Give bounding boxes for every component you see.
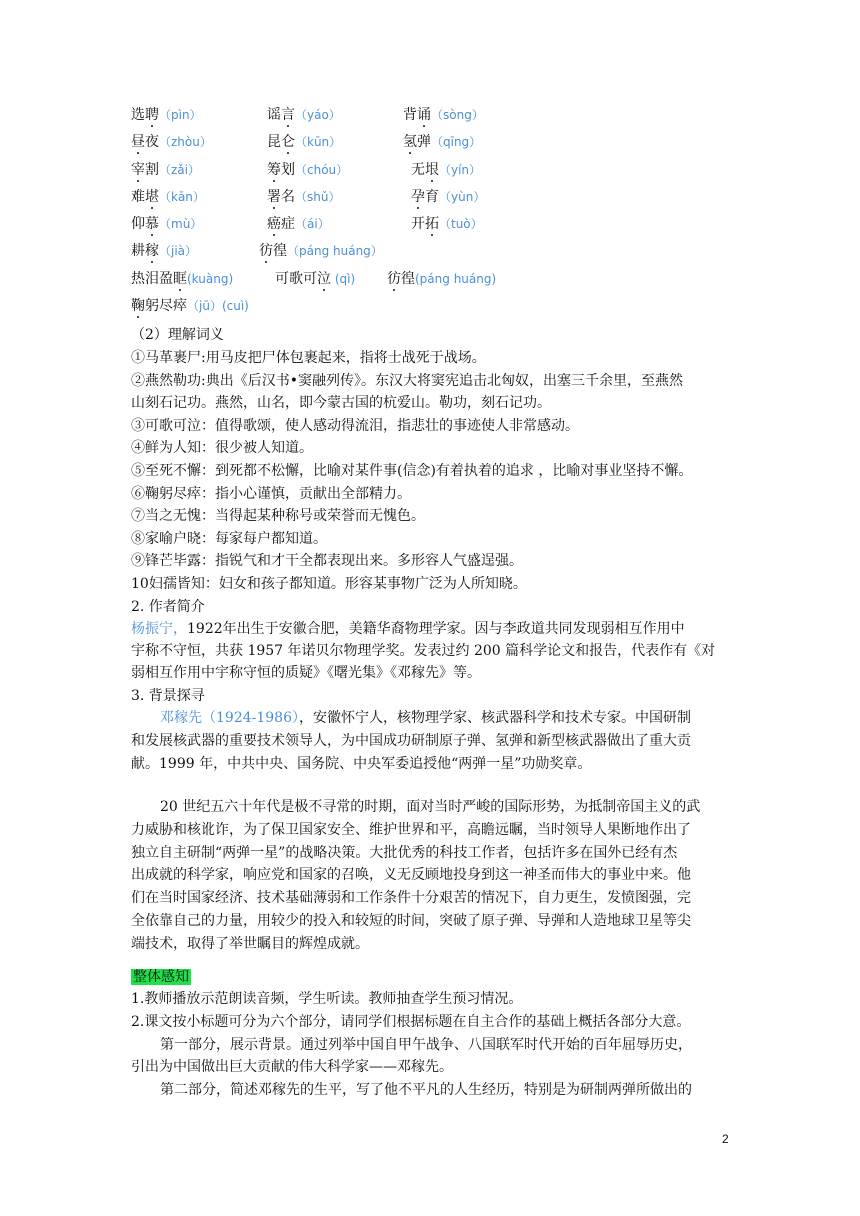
vocab-entry <box>387 270 496 288</box>
background-line: 和发展核武器的重要技术领导人，为中国成功研制原子弹、氢弹和新型核武器做出了重大贡 <box>131 733 691 749</box>
pinyin: （yùn） <box>439 189 486 204</box>
vocab-char: 彷 <box>259 243 273 260</box>
vocab-char: 背 <box>403 107 417 123</box>
vocab-char: 昼 <box>131 134 145 151</box>
definition-line: ⑦当之无愧：当得起某种称号或荣誉而无愧色。 <box>131 508 425 525</box>
pinyin: （yáo） <box>295 108 341 122</box>
vocab-char: 聘 <box>145 107 159 123</box>
vocab-char: 名 <box>281 188 295 205</box>
vocab-char: 泣 <box>317 270 331 287</box>
vocab-char: 夜 <box>145 134 159 151</box>
vocab-char: 无 <box>411 161 425 178</box>
vocab-entry <box>411 188 485 206</box>
vocab-entry <box>131 215 202 233</box>
part-summary: 第一部分，展示背景。通过列举中国自甲午战争、八国联军时代开始的百年屈辱历史， <box>160 1037 692 1053</box>
background-line: 邓稼先（1924-1986），安徽怀宁人，核物理学家、核武器科学和技术专家。中国研制 <box>160 710 691 726</box>
pinyin: （chóu） <box>295 162 349 177</box>
author-line: 弱相互作用中宇称守恒的质疑》《曙光集》《邓稼先》等。 <box>131 665 481 681</box>
vocab-char: 堪 <box>145 188 159 205</box>
pinyin: （páng huáng） <box>287 244 383 259</box>
vocab-char: 弹 <box>417 134 431 151</box>
vocab-entry <box>403 133 481 151</box>
pinyin: （tuò） <box>439 217 483 232</box>
vocab-char: 氢 <box>403 134 417 151</box>
pinyin: （kān） <box>159 189 205 204</box>
pinyin: （kūn） <box>295 135 342 150</box>
background-heading: 3. 背景探寻 <box>131 688 205 704</box>
vocab-char: 可 <box>303 270 317 287</box>
overall-item: 2.课文按小标题可分为六个部分，请同学们根据标题在自主合作的基础上概括各部分大意。 <box>131 1014 691 1030</box>
vocab-char: 耕 <box>131 243 145 260</box>
vocab-char: 划 <box>281 161 295 178</box>
history-line: 端技术，取得了举世瞩目的辉煌成就。 <box>131 935 369 952</box>
vocab-char: 彷 <box>387 270 401 287</box>
part-summary: 第二部分，简述邓稼先的生平，写了他不平凡的人生经历，特别是为研制两弹所做出的 <box>160 1082 692 1098</box>
vocab-char: 盈 <box>159 270 173 287</box>
vocab-entry <box>267 133 341 151</box>
vocab-char: 歌 <box>289 270 303 287</box>
section-heading: （2）理解词义 <box>131 327 224 343</box>
vocab-char: 可 <box>275 270 289 287</box>
pinyin: （sòng） <box>431 108 484 122</box>
pinyin: （mù） <box>159 217 203 232</box>
vocab-char: 割 <box>145 161 159 178</box>
definition-line: ①马革裹尸:用马皮把尸体包裹起来，指将士战死于战场。 <box>131 350 486 366</box>
vocab-char: 拓 <box>425 216 439 233</box>
pinyin: （ái） <box>295 217 330 232</box>
definition-line: 山刻石记功。燕然，山名，即今蒙古国的杭爱山。勒功，刻石记功。 <box>131 395 551 412</box>
vocab-char: 鞠 <box>131 298 145 315</box>
vocab-entry <box>267 215 330 233</box>
vocab-entry <box>131 133 212 151</box>
vocab-entry <box>267 106 341 124</box>
definition-line: 10妇孺皆知：妇女和孩子都知道。形容某事物广泛为人所知晓。 <box>131 576 527 592</box>
vocab-char: 昆 <box>267 134 281 151</box>
pinyin: （yín） <box>439 162 482 177</box>
vocab-char: 诵 <box>417 107 431 123</box>
vocab-char: 躬 <box>145 298 159 315</box>
vocab-entry <box>131 242 197 260</box>
vocab-char: 热 <box>131 270 145 287</box>
vocab-char: 署 <box>267 188 281 205</box>
vocab-entry <box>131 270 233 288</box>
background-line: 献。1999 年，中共中央、国务院、中央军委追授他“两弹一星”功勋奖章。 <box>131 756 592 772</box>
history-line: 独立自主研制“两弹一星”的战略决策。大批优秀的科技工作者，包括许多在国外已经有杰 <box>131 844 678 861</box>
highlighted-heading: 整体感知 <box>133 969 189 985</box>
vocab-char: 癌 <box>267 216 281 233</box>
vocab-entry <box>411 161 481 179</box>
author-line: 宇称不守恒，共获 1957 年诺贝尔物理学奖。发表过约 200 篇科学论文和报告，代表作有《对 <box>131 643 716 659</box>
overall-item: 1.教师播放示范朗读音频，学生听读。教师抽查学生预习情况。 <box>131 991 523 1007</box>
pinyin: （qīng） <box>431 135 482 150</box>
vocab-char: 选 <box>131 107 145 123</box>
definition-line: ⑤至死不懈：到死都不松懈，比喻对某件事(信念)有着执着的追求 ，比喻对事业坚持不懈。 <box>131 463 693 479</box>
vocab-char: 仰 <box>131 216 145 233</box>
subject-name: 邓稼先（1924-1986） <box>160 710 299 726</box>
overall-heading <box>131 968 191 986</box>
author-line: 杨振宁，1922年出生于安徽合肥，美籍华裔物理学家。因与李政道共同发现弱相互作用中 <box>131 621 685 637</box>
vocab-char: 徨 <box>273 243 287 260</box>
pinyin: （zhòu） <box>159 135 212 150</box>
vocab-char: 仑 <box>281 134 295 151</box>
history-line: 力威胁和核讹诈，为了保卫国家安全、维护世界和平，高瞻远瞩，当时领导人果断地作出了 <box>131 821 691 838</box>
history-line: 出成就的科学家，响应党和国家的召唤，义无反顾地投身到这一神圣而伟大的事业中来。他 <box>131 867 691 884</box>
part-summary: 引出为中国做出巨大贡献的伟大科学家——邓稼先。 <box>131 1059 453 1075</box>
history-line: 20 世纪五六十年代是极不寻常的时期，面对当时严峻的国际形势，为抵制帝国主义的武 <box>160 799 701 815</box>
vocab-char: 稼 <box>145 243 159 260</box>
vocab-entry <box>131 297 249 315</box>
vocab-char: 谣 <box>267 107 281 123</box>
definition-line: ⑧家喻户晓：每家每户都知道。 <box>131 530 327 547</box>
vocab-char: 宰 <box>131 161 145 178</box>
pinyin: （zǎi） <box>159 162 200 177</box>
vocab-char: 症 <box>281 216 295 233</box>
vocab-entry <box>131 106 202 124</box>
vocab-char: 筹 <box>267 161 281 178</box>
vocab-entry <box>267 188 340 206</box>
vocab-entry <box>411 215 483 233</box>
definition-line: ②燕然勒功:典出《后汉书•窦融列传》。东汉大将窦宪追击北匈奴，出塞三千余里，至燕然 <box>131 372 683 389</box>
vocab-char: 瘁 <box>173 298 187 315</box>
history-line: 们在当时国家经济、技术基础薄弱和工作条件十分艰苦的情况下，自力更生，发愤图强，完 <box>131 890 691 907</box>
pinyin: (páng huáng) <box>415 271 497 286</box>
definition-line: ③可歌可泣：值得歌颂，使人感动得流泪，指悲壮的事迹使人非常感动。 <box>131 417 579 434</box>
pinyin: （jià） <box>159 244 198 259</box>
vocab-char: 开 <box>411 216 425 233</box>
vocab-char: 言 <box>281 107 295 123</box>
vocab-entry <box>275 270 355 288</box>
vocab-entry <box>131 188 205 206</box>
vocab-entry <box>131 161 200 179</box>
pinyin: (qì) <box>331 271 356 286</box>
definition-line: ④鲜为人知：很少被人知道。 <box>131 440 313 457</box>
pinyin: (kuàng) <box>187 271 234 286</box>
vocab-char: 垠 <box>425 161 439 178</box>
vocab-char: 泪 <box>145 270 159 287</box>
vocab-entry <box>403 106 484 124</box>
vocab-char: 难 <box>131 188 145 205</box>
author-heading: 2. 作者简介 <box>131 599 205 615</box>
pinyin: （shǔ） <box>295 189 341 204</box>
history-line: 全依靠自己的力量，用较少的投入和较短的时间，突破了原子弹、导弹和人造地球卫星等尖 <box>131 913 691 929</box>
vocab-char: 徨 <box>401 270 415 287</box>
page-number: 2 <box>722 1132 729 1146</box>
vocab-char: 眶 <box>173 270 187 287</box>
author-name: 杨振宁， <box>131 621 187 637</box>
vocab-entry <box>259 242 383 260</box>
pinyin: （jū）(cuì) <box>187 299 249 314</box>
pinyin: （pìn） <box>159 108 202 122</box>
vocab-char: 孕 <box>411 188 425 205</box>
vocab-entry <box>267 161 348 179</box>
vocab-char: 尽 <box>159 298 173 315</box>
vocab-char: 慕 <box>145 216 159 233</box>
vocab-char: 育 <box>425 188 439 205</box>
definition-line: ⑨锋芒毕露：指锐气和才干全都表现出来。多形容人气盛逞强。 <box>131 553 523 570</box>
definition-line: ⑥鞠躬尽瘁：指小心谨慎，贡献出全部精力。 <box>131 485 411 502</box>
